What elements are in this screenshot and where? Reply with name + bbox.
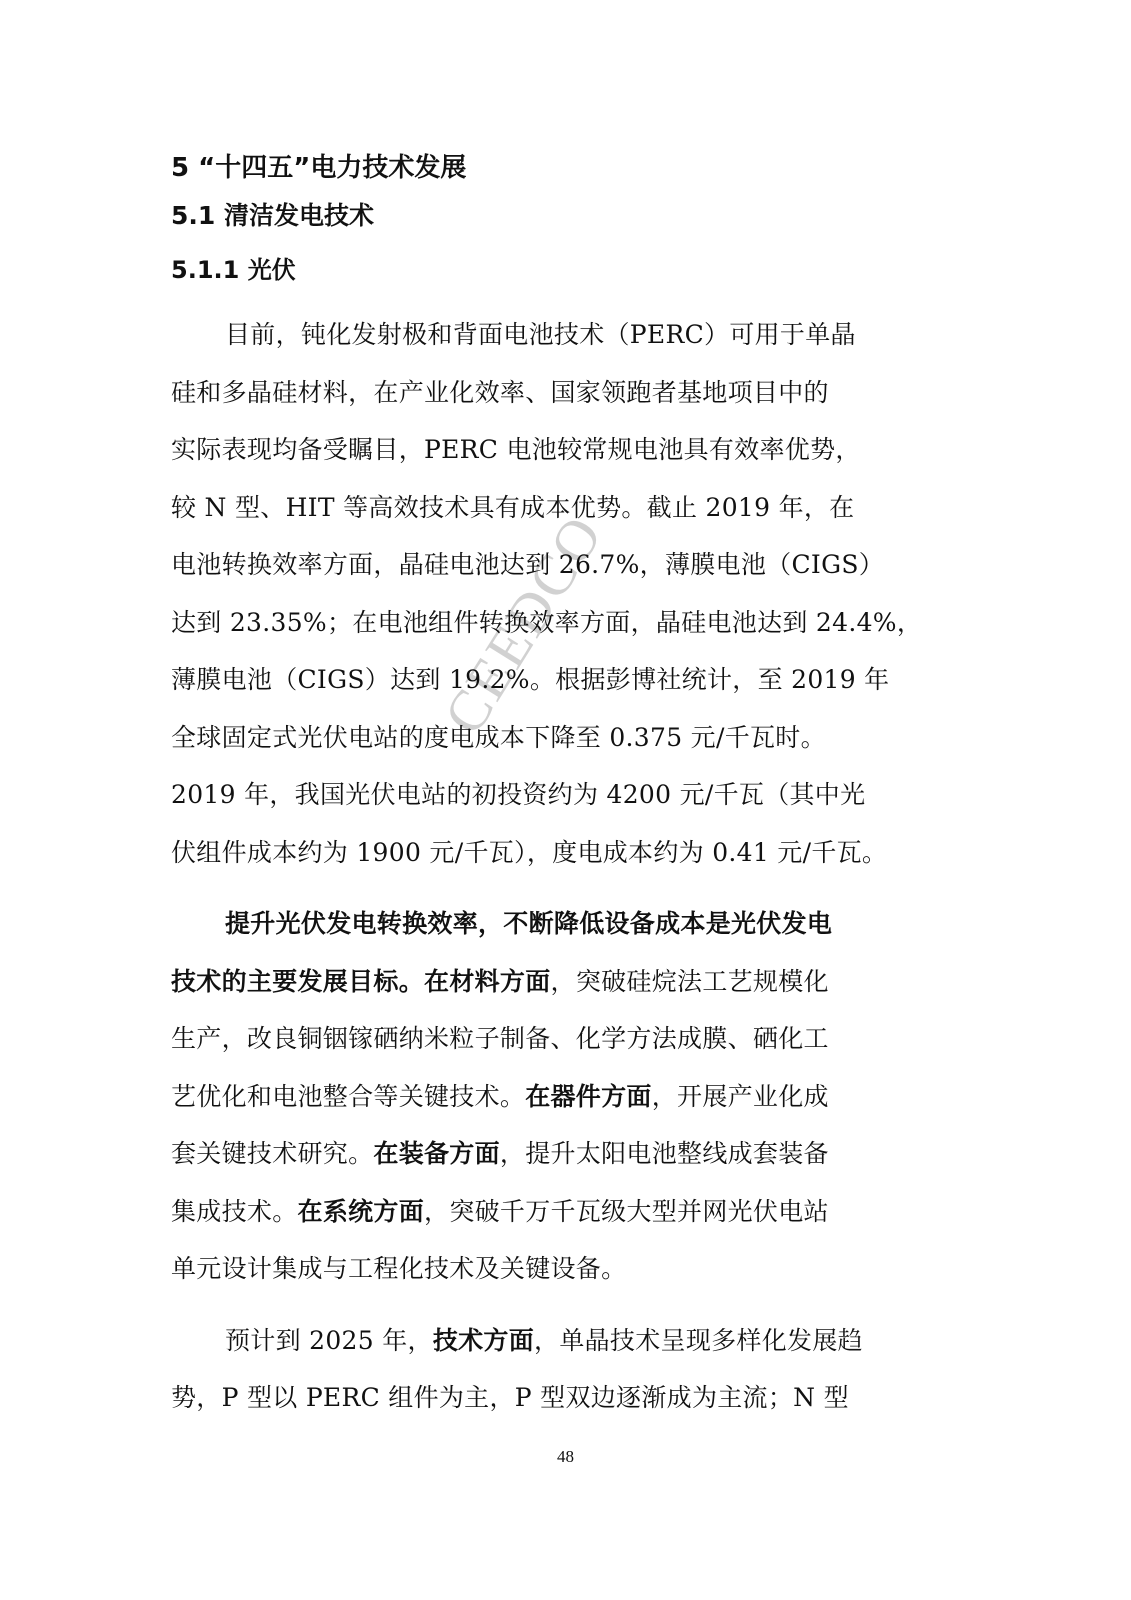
plain-text: ，开展产业化成: [651, 1081, 829, 1111]
text-line: [171, 953, 955, 1011]
text-line: 势，P 型以 PERC 组件为主，P 型双边逐渐成为主流；N 型: [171, 1383, 849, 1412]
text-line: 达到 23.35%；在电池组件转换效率方面，晶硅电池达到 24.4%，: [171, 607, 923, 637]
bold-text: 技术的主要发展目标。: [171, 966, 425, 996]
plain-text: 套关键技术研究。: [171, 1139, 374, 1168]
subsubsection-heading: 5.1.1 光伏: [171, 256, 296, 284]
subsection-heading: 5.1 清洁发电技术: [171, 201, 374, 230]
text-line: 全球固定式光伏电站的度电成本下降至 0.375 元/千瓦时。: [171, 722, 826, 752]
plain-text: ，突破硅烷法工艺规模化: [550, 966, 829, 996]
bold-text: 在材料方面: [424, 966, 551, 996]
section-heading: 5 “十四五”电力技术发展: [171, 153, 467, 183]
plain-text: ，突破千万千瓦级大型并网光伏电站: [424, 1196, 829, 1226]
text-line: 薄膜电池（CIGS）达到 19.2%。根据彭博社统计，至 2019 年: [171, 665, 890, 694]
plain-text: 预计到 2025 年，: [225, 1325, 433, 1355]
page-content: [171, 148, 955, 1427]
plain-text: 集成技术。: [171, 1196, 298, 1226]
bold-text: 技术方面: [432, 1325, 535, 1355]
text-line: [171, 1183, 955, 1241]
text-line: 2019 年，我国光伏电站的初投资约为 4200 元/千瓦（其中光: [171, 780, 866, 809]
plain-text: 艺优化和电池整合等关键技术。: [171, 1081, 526, 1111]
text-line: 较 N 型、HIT 等高效技术具有成本优势。截止 2019 年，在: [171, 492, 855, 522]
paragraph-gap: [171, 881, 955, 895]
text-line: 单元设计集成与工程化技术及关键设备。: [171, 1254, 627, 1283]
page-number: 48: [557, 1447, 574, 1466]
text-line: [171, 1312, 955, 1370]
text-line: 伏组件成本约为 1900 元/千瓦），度电成本约为 0.41 元/千瓦。: [171, 837, 888, 867]
text-line: [171, 1068, 955, 1126]
text-line: 提升光伏发电转换效率，不断降低设备成本是光伏发电: [225, 909, 833, 938]
text-line: 电池转换效率方面，晶硅电池达到 26.7%，薄膜电池（CIGS）: [171, 550, 885, 579]
paragraph-2025-outlook: [171, 1312, 955, 1427]
text-line: 硅和多晶硅材料，在产业化效率、国家领跑者基地项目中的: [171, 377, 829, 407]
text-line: 生产，改良铜铟镓硒纳米粒子制备、化学方法成膜、硒化工: [171, 1024, 829, 1053]
plain-text: ，提升太阳电池整线成套装备: [499, 1139, 829, 1168]
bold-text: 在器件方面: [525, 1081, 652, 1111]
paragraph-pv-status: [171, 306, 955, 881]
paragraph-development-goals: [171, 895, 955, 1298]
text-line: [171, 1125, 955, 1183]
bold-text: 在系统方面: [297, 1196, 425, 1226]
plain-text: ，单晶技术呈现多样化发展趋: [534, 1325, 863, 1355]
watermark: CEEDCO: [430, 503, 616, 745]
bold-text: 在装备方面: [373, 1139, 500, 1168]
text-line: 实际表现均备受瞩目，PERC 电池较常规电池具有效率优势，: [171, 435, 861, 464]
text-line: 目前，钝化发射极和背面电池技术（PERC）可用于单晶: [225, 320, 856, 349]
paragraph-gap: [171, 1298, 955, 1312]
